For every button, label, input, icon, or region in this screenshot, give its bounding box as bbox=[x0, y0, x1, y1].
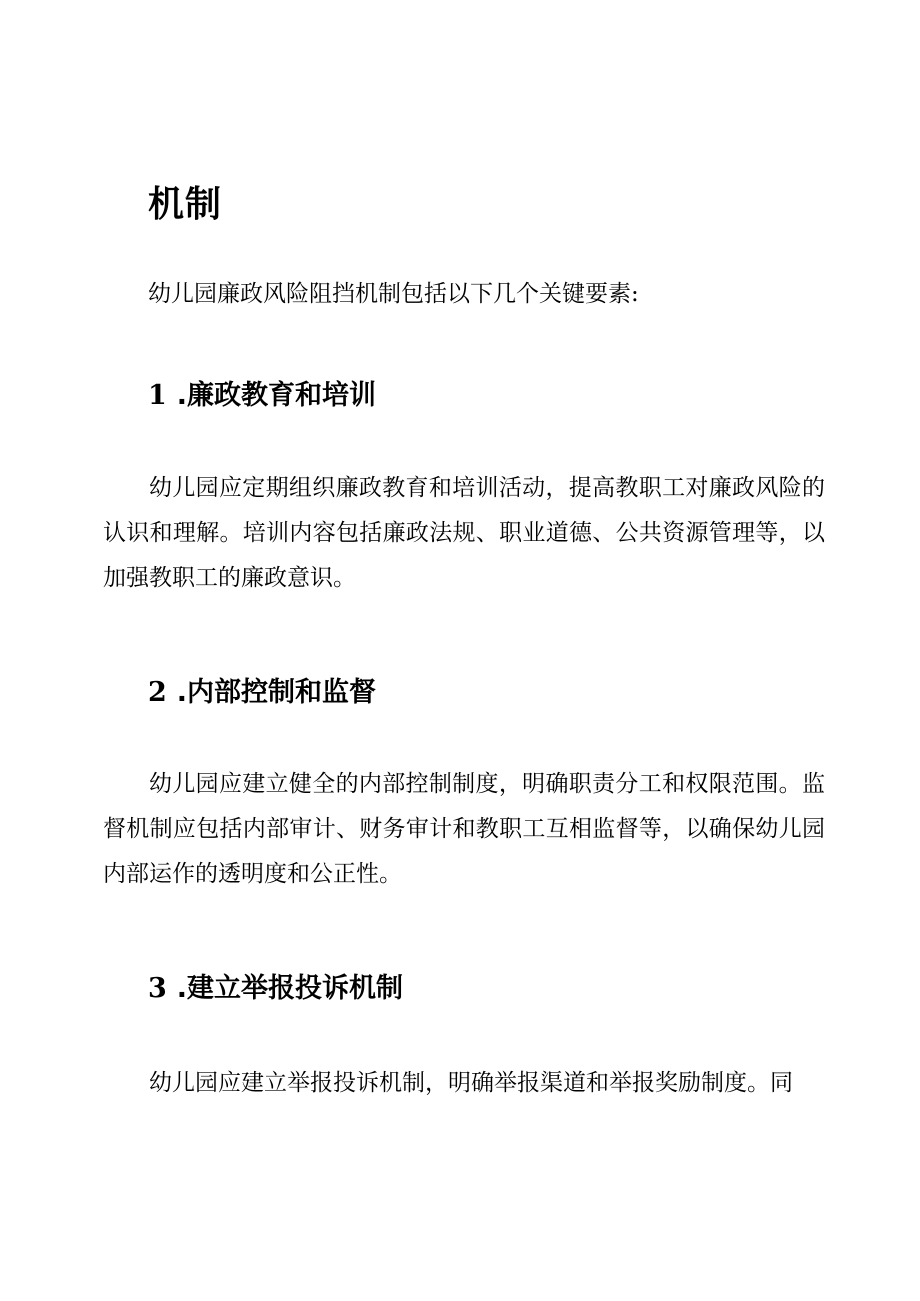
intro-paragraph: 幼儿园廉政风险阻挡机制包括以下几个关键要素: bbox=[148, 281, 639, 307]
section-heading-text: .廉政教育和培训 bbox=[176, 380, 377, 411]
section-heading-2 bbox=[148, 673, 376, 713]
page-title: 机制 bbox=[148, 184, 223, 225]
section-heading-text: .建立举报投诉机制 bbox=[176, 973, 404, 1004]
section-body-3: 幼儿园应建立举报投诉机制，明确举报渠道和举报奖励制度。同 bbox=[149, 1070, 793, 1096]
section-number: 3 bbox=[148, 973, 167, 1004]
section-heading-1 bbox=[148, 376, 376, 416]
section-heading-text: .内部控制和监督 bbox=[176, 677, 377, 708]
section-body-1: 幼儿园应定期组织廉政教育和培训活动，提高教职工对廉政风险的认识和理解。培训内容包括廉政法规、职业道德、公共资源管理等，以加强教职工的廉政意识。 bbox=[103, 475, 825, 591]
section-body-2: 幼儿园应建立健全的内部控制制度，明确职责分工和权限范围。监督机制应包括内部审计、财务审计和教职工互相监督等，以确保幼儿园内部运作的透明度和公正性。 bbox=[103, 771, 825, 887]
section-number: 1 bbox=[148, 380, 167, 411]
section-number: 2 bbox=[148, 677, 167, 708]
section-heading-3 bbox=[148, 969, 403, 1009]
